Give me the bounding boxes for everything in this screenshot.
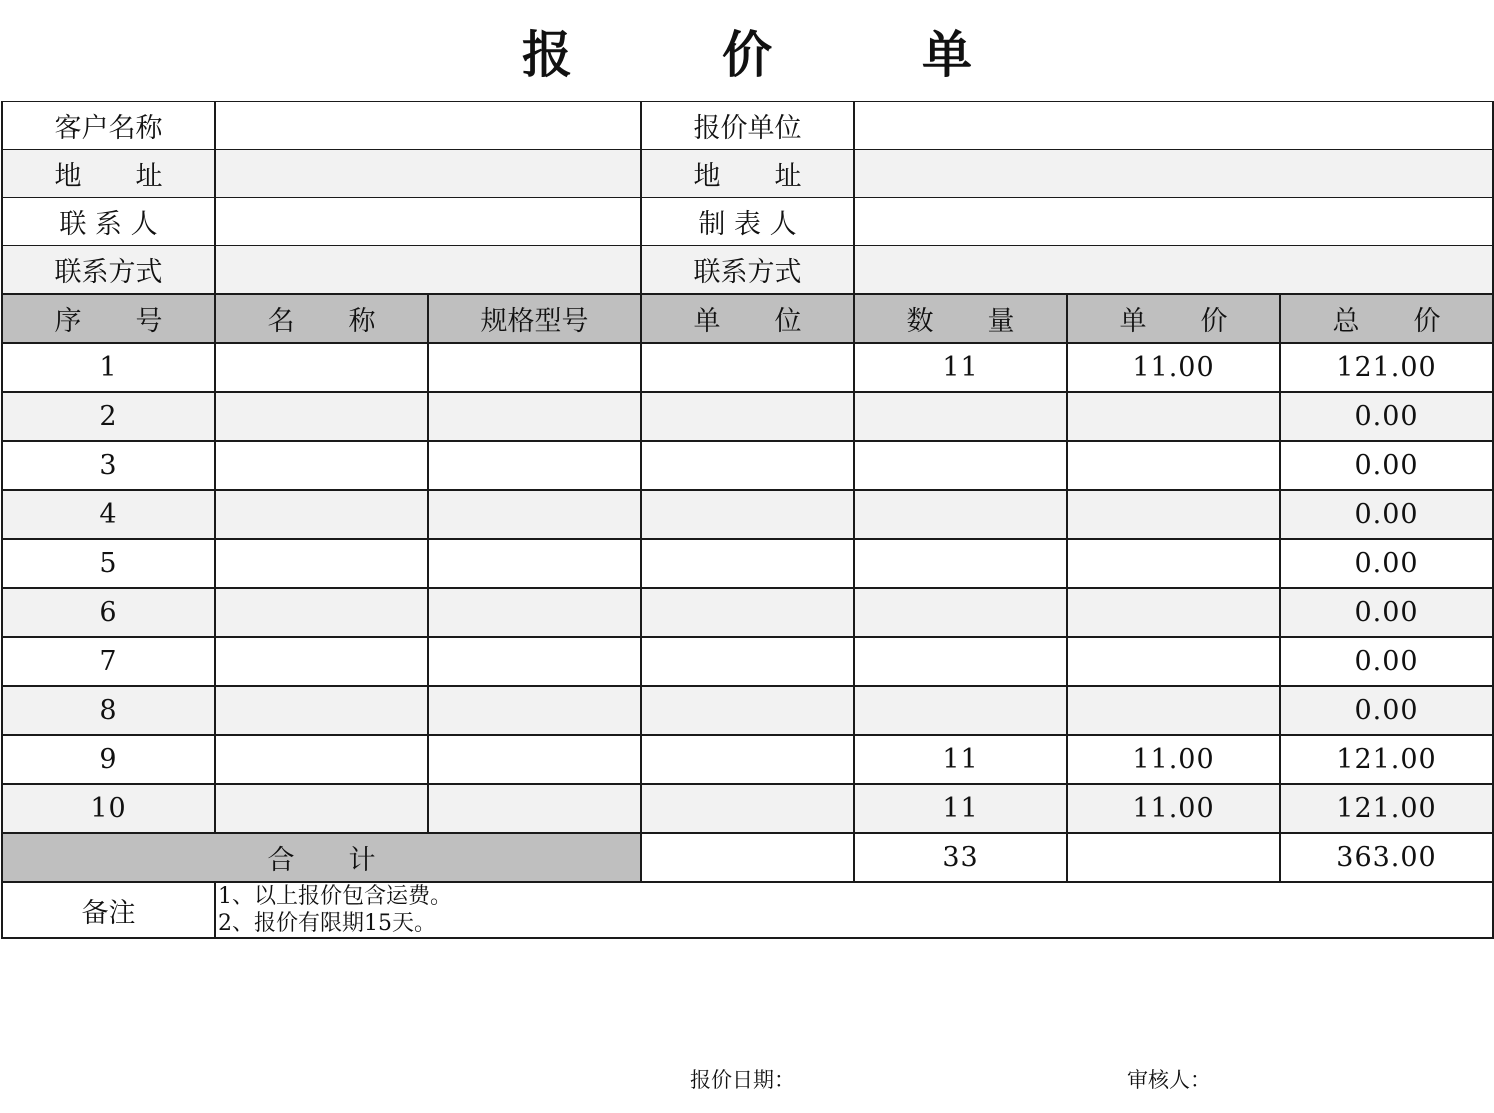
info-row [2, 150, 1493, 198]
item-price[interactable] [1067, 392, 1280, 441]
total-qty: 33 [854, 833, 1067, 882]
item-no: 9 [2, 735, 215, 784]
item-spec[interactable] [428, 686, 641, 735]
header-spec: 规格型号 [428, 294, 641, 343]
item-name[interactable] [215, 588, 428, 637]
item-no: 10 [2, 784, 215, 833]
item-qty[interactable] [854, 490, 1067, 539]
item-row [2, 784, 1493, 833]
remarks-content[interactable] [215, 882, 1493, 938]
item-qty[interactable] [854, 441, 1067, 490]
info-label-customer-address: 地 址 [2, 150, 215, 198]
item-row [2, 539, 1493, 588]
item-row [2, 441, 1493, 490]
info-value-prepared-by[interactable] [854, 198, 1493, 246]
item-name[interactable] [215, 686, 428, 735]
item-unit[interactable] [641, 343, 854, 392]
item-name[interactable] [215, 343, 428, 392]
item-row [2, 735, 1493, 784]
item-name[interactable] [215, 784, 428, 833]
item-no: 3 [2, 441, 215, 490]
item-qty[interactable] [854, 686, 1067, 735]
item-price[interactable]: 11.00 [1067, 343, 1280, 392]
item-qty[interactable] [854, 637, 1067, 686]
remarks-label: 备注 [2, 882, 215, 938]
header-price: 单 价 [1067, 294, 1280, 343]
info-row [2, 198, 1493, 246]
item-no: 4 [2, 490, 215, 539]
item-total[interactable]: 121.00 [1280, 343, 1493, 392]
header-total: 总 价 [1280, 294, 1493, 343]
item-spec[interactable] [428, 588, 641, 637]
title-char-2: 价 [722, 26, 772, 84]
item-no: 5 [2, 539, 215, 588]
header-qty: 数 量 [854, 294, 1067, 343]
item-unit[interactable] [641, 735, 854, 784]
info-value-customer-contact[interactable] [215, 246, 641, 295]
info-label-prepared-by: 制 表 人 [641, 198, 854, 246]
total-amount: 363.00 [1280, 833, 1493, 882]
total-price [1067, 833, 1280, 882]
item-name[interactable] [215, 735, 428, 784]
header-unit: 单 位 [641, 294, 854, 343]
item-unit[interactable] [641, 588, 854, 637]
info-label-customer-name: 客户名称 [2, 102, 215, 150]
info-value-company-address[interactable] [854, 150, 1493, 198]
item-total[interactable]: 121.00 [1280, 784, 1493, 833]
item-unit[interactable] [641, 784, 854, 833]
item-row [2, 490, 1493, 539]
item-unit[interactable] [641, 686, 854, 735]
item-spec[interactable] [428, 441, 641, 490]
info-label-contact-person: 联 系 人 [2, 198, 215, 246]
item-qty[interactable]: 11 [854, 784, 1067, 833]
item-row [2, 392, 1493, 441]
item-name[interactable] [215, 539, 428, 588]
item-spec[interactable] [428, 637, 641, 686]
info-label-company-contact: 联系方式 [641, 246, 854, 295]
total-row [2, 833, 1493, 882]
info-label-customer-contact: 联系方式 [2, 246, 215, 295]
item-name[interactable] [215, 441, 428, 490]
item-spec[interactable] [428, 392, 641, 441]
item-total[interactable]: 0.00 [1280, 686, 1493, 735]
item-spec[interactable] [428, 539, 641, 588]
item-no: 1 [2, 343, 215, 392]
item-total[interactable]: 0.00 [1280, 392, 1493, 441]
item-price[interactable] [1067, 686, 1280, 735]
item-row [2, 686, 1493, 735]
item-spec[interactable] [428, 490, 641, 539]
item-unit[interactable] [641, 637, 854, 686]
item-row [2, 343, 1493, 392]
item-total[interactable]: 121.00 [1280, 735, 1493, 784]
item-qty[interactable]: 11 [854, 735, 1067, 784]
item-no: 6 [2, 588, 215, 637]
info-value-customer-address[interactable] [215, 150, 641, 198]
quote-table [1, 101, 1494, 939]
item-qty[interactable] [854, 392, 1067, 441]
info-value-contact-person[interactable] [215, 198, 641, 246]
title-char-3: 单 [922, 26, 972, 84]
item-spec[interactable] [428, 343, 641, 392]
item-price[interactable] [1067, 441, 1280, 490]
item-spec[interactable] [428, 735, 641, 784]
item-total[interactable]: 0.00 [1280, 441, 1493, 490]
item-qty[interactable]: 11 [854, 343, 1067, 392]
total-unit [641, 833, 854, 882]
item-name[interactable] [215, 490, 428, 539]
item-total[interactable]: 0.00 [1280, 637, 1493, 686]
title-char-1: 报 [522, 26, 572, 84]
item-price[interactable]: 11.00 [1067, 735, 1280, 784]
item-row [2, 637, 1493, 686]
item-total[interactable]: 0.00 [1280, 490, 1493, 539]
item-name[interactable] [215, 392, 428, 441]
item-row [2, 588, 1493, 637]
item-price[interactable] [1067, 490, 1280, 539]
info-value-company-contact[interactable] [854, 246, 1493, 295]
quote-date-label: 报价日期： [690, 1068, 795, 1092]
item-no: 2 [2, 392, 215, 441]
item-unit[interactable] [641, 392, 854, 441]
info-value-customer-name[interactable] [215, 102, 641, 150]
info-row [2, 102, 1493, 150]
item-qty[interactable] [854, 588, 1067, 637]
item-unit[interactable] [641, 539, 854, 588]
header-name: 名 称 [215, 294, 428, 343]
info-label-company-address: 地 址 [641, 150, 854, 198]
remarks-line-1: 1、以上报价包含运费。 [218, 884, 452, 909]
item-price[interactable] [1067, 539, 1280, 588]
item-name[interactable] [215, 637, 428, 686]
remarks-row [2, 882, 1493, 938]
item-qty[interactable] [854, 539, 1067, 588]
item-price[interactable]: 11.00 [1067, 784, 1280, 833]
item-total[interactable]: 0.00 [1280, 588, 1493, 637]
header-no: 序 号 [2, 294, 215, 343]
total-label: 合 计 [2, 833, 641, 882]
document-title [0, 16, 1494, 86]
item-spec[interactable] [428, 784, 641, 833]
item-price[interactable] [1067, 637, 1280, 686]
item-unit[interactable] [641, 441, 854, 490]
info-value-quote-company[interactable] [854, 102, 1493, 150]
item-unit[interactable] [641, 490, 854, 539]
item-no: 8 [2, 686, 215, 735]
items-header-row [2, 294, 1493, 343]
remarks-line-2: 2、报价有限期15天。 [218, 911, 436, 936]
info-row [2, 246, 1493, 295]
item-price[interactable] [1067, 588, 1280, 637]
item-no: 7 [2, 637, 215, 686]
reviewer-label: 审核人： [1127, 1068, 1211, 1092]
info-label-quote-company: 报价单位 [641, 102, 854, 150]
item-total[interactable]: 0.00 [1280, 539, 1493, 588]
